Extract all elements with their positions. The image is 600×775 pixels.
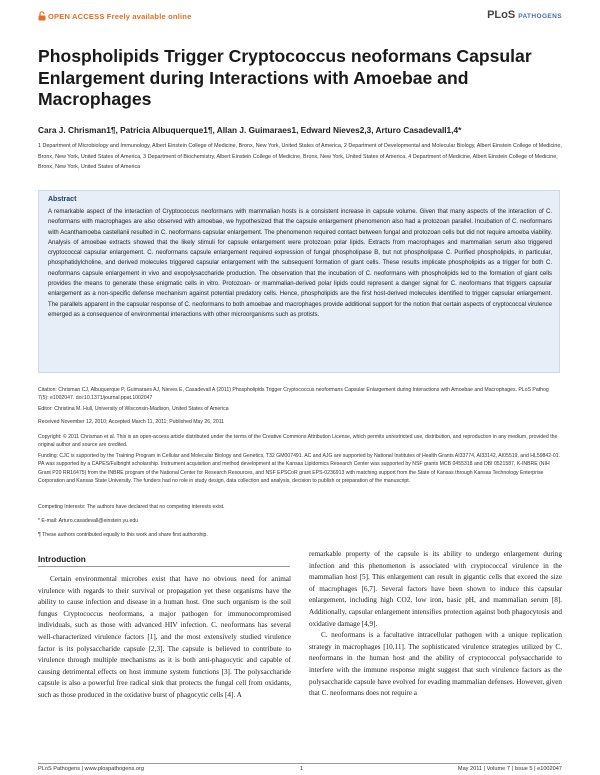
open-access-lock-icon <box>38 11 46 21</box>
intro-right-paragraph-1: remarkable property of the capsule is its ability to undergo enlargement during infection and this phenomenon is associated with cryptococcal virulence in the mammalian host [5]. This enlargement can result in gigantic cells that exceed the size of macrophages [6,7]. Several factors have been shown to induce this capsular enlargement, including high CO2, low iron, basic pH, and mammalian serum [8]. Additionally, capsular enlargement intensifies protection against both phagocytosis and oxidative damage [4,9]. <box>309 550 562 628</box>
article-title: Phospholipids Trigger Cryptococcus neoformans Capsular Enlargement during Interactions with Amoebae and Macrophages <box>38 46 532 109</box>
journal-brand: PLoS <box>487 9 516 21</box>
intro-right-column <box>309 549 562 700</box>
funding: Funding: CJC is supported by the Training Program in Cellular and Molecular Biology and Genetics, T32 GM007491. AC and AJG are supported by National Institutes of Health Grants AI33774, AI33142, AI05519, and HL59842-01. PA was supported by a CAPES/Fulbright scholarship. Instrument acquisition and method development at the Kansas Lipidomics Research Center was supported by NSF grants MCB 0455318 and DBI 0521587, K-INBRE (NIH Grant P20 RR16475) from the INBRE program of the National Center for Research Resources, and NSF EPSCoR grant EPS-0236913 with matching support from the State of Kansas through Kansas Technology Enterprise Corporation and Kansas State University. The funders had no role in study design, data collection and analysis, decision to publish or preparation of the manuscript. <box>38 453 560 484</box>
equal-contribution-note: ¶ These authors contributed equally to this work and share first authorship. <box>38 532 208 538</box>
copyright: Copyright: © 2011 Chrisman et al. This is an open-access article distributed under the terms of the Creative Commons Attribution License, which permits unrestricted use, distribution, and reproduction in any medium, provided the original author and source are credited. <box>38 434 558 449</box>
abstract-text: A remarkable aspect of the interaction of Cryptococcus neoformans with mammalian hosts is a consistent increase in capsule volume. Given that many aspects of the interaction of C. neoformans with macrophages are also observed with amoebae, we hypothesized that the capsule enlargement phenomenon also had a protozoan parallel. Incubation of C. neoformans with Acanthamoeba castellanii resulted in C. neoformans capsular enlargement. The phenomenon required contact between fungal and protozoan cells but did not require amoeba viability. Analysis of amoebae extracts showed that the likely stimuli for capsule enlargement were protozoan polar lipids. Extracts from macrophages and mammalian serum also triggered cryptococcal capsular enlargement. C. neoformans capsule enlargement required expression of fungal phospholipase B, but not phospholipase C. Purified phospholipids, in particular, phosphatidylcholine, and derived molecules triggered capsular enlargement with the subsequent formation of giant cells. These results implicate phospholipids as a trigger for both C. neoformans capsule enlargement in vivo and exopolysaccharide production. The observation that the incubation of C. neoformans with phospholipids led to the formation of giant cells provides the means to generate these enigmatic cells in vitro. Protozoan- or mammalian-derived polar lipids could represent a danger signal for C. neoformans that triggers capsular enlargement as a non-specific defense mechanism against potential predatory cells. Hence, phospholipids are the first host-derived molecules identified to trigger capsular enlargement. The parallels apparent in the capsular response of C. neoformans to both amoebae and macrophages provide additional support for the notion that certain aspects of cryptococcal virulence emerged as a consequence of environmental interactions with other microorganisms such as protists. <box>48 209 552 318</box>
footer-journal-url: PLoS Pathogens | www.plospathogens.org <box>38 766 144 772</box>
introduction-rule <box>38 566 290 567</box>
open-access-text: OPEN ACCESS Freely available online <box>48 12 192 21</box>
open-access-label <box>38 11 191 21</box>
competing-interests: Competing Interests: The authors have declared that no competing interests exist. <box>38 504 225 510</box>
corresponding-email: * E-mail: Arturo.casadevall@einstein.yu.edu <box>38 518 139 524</box>
journal-logo <box>487 9 562 21</box>
introduction-heading: Introduction <box>38 555 86 564</box>
author-list: Cara J. Chrisman1¶, Patricia Albuquerque1¶, Allan J. Guimaraes1, Edward Nieves2,3, Arturo Casadevall1,4* <box>38 125 462 135</box>
intro-right-paragraph-2: C. neoformans is a facultative intracellular pathogen with a unique replication strategy in macrophages [10,11]. The sophisticated virulence strategies utilized by C. neoformans in the human host and the ability of cryptococcal polysaccharide to interfere with the immune response might suggest that such virulence factors as the polysaccharide capsule have evolved for evading mammalian defenses. However, given that C. neoformans does not require a <box>309 631 562 698</box>
editor: Editor: Christina M. Hull, University of Wisconsin-Madison, United States of America <box>38 406 229 412</box>
intro-left-column: Certain environmental microbes exist that have no obvious need for animal virulence with regards to their survival or propagation yet these organisms have the ability to cause infection and disease in a human host. One such organism is the soil fungus Cryptococcus neoformans, a major pathogen for immunocompromised individuals, such as those with advanced HIV infection. C. neoformans has several well-characterized virulence factors [1], and the most extensively studied virulence factor is its polysaccharide capsule [2,3]. The capsule is believed to contribute to virulence through multiple mechanisms as it is both anti-phagocytic and capable of causing detrimental effects on host immune system functions [3]. The polysaccharide capsule is also a powerful free radical sink that protects the fungal cell from oxidants, such as those produced in the oxidative burst of phagocytic cells [4]. A <box>38 575 291 699</box>
footer-rule <box>38 763 560 764</box>
dates: Received November 12, 2010; Accepted March 11, 2011; Published May 26, 2011 <box>38 419 225 425</box>
citation: Citation: Chrisman CJ, Albuquerque P, Guimaraes AJ, Nieves E, Casadevall A (2011) Phospholipids Trigger Cryptococcus neoformans Capsular Enlargement during Interactions with Amoebae and Macrophages. PLoS Pathog 7(5): e1002047. doi:10.1371/journal.ppat.1002047 <box>38 387 549 402</box>
abstract-heading: Abstract <box>48 196 77 203</box>
footer-page-number: 1 <box>300 766 304 772</box>
journal-sub: PATHOGENS <box>518 13 562 20</box>
footer-issue-info: May 2011 | Volume 7 | Issue 5 | e1002047 <box>457 766 562 772</box>
affiliations: 1 Department of Microbiology and Immunology, Albert Einstein College of Medicine, Bronx, New York, United States of America, 2 Department of Developmental and Molecular Biology, Albert Einstein College of Medicine, Bronx, New York, United States of America, 3 Department of Biochemistry, Albert Einstein College of Medicine, Bronx, New York, United States of America, 4 Department of Medicine, Albert Einstein College of Medicine, Bronx, New York, United States of America <box>38 143 562 171</box>
